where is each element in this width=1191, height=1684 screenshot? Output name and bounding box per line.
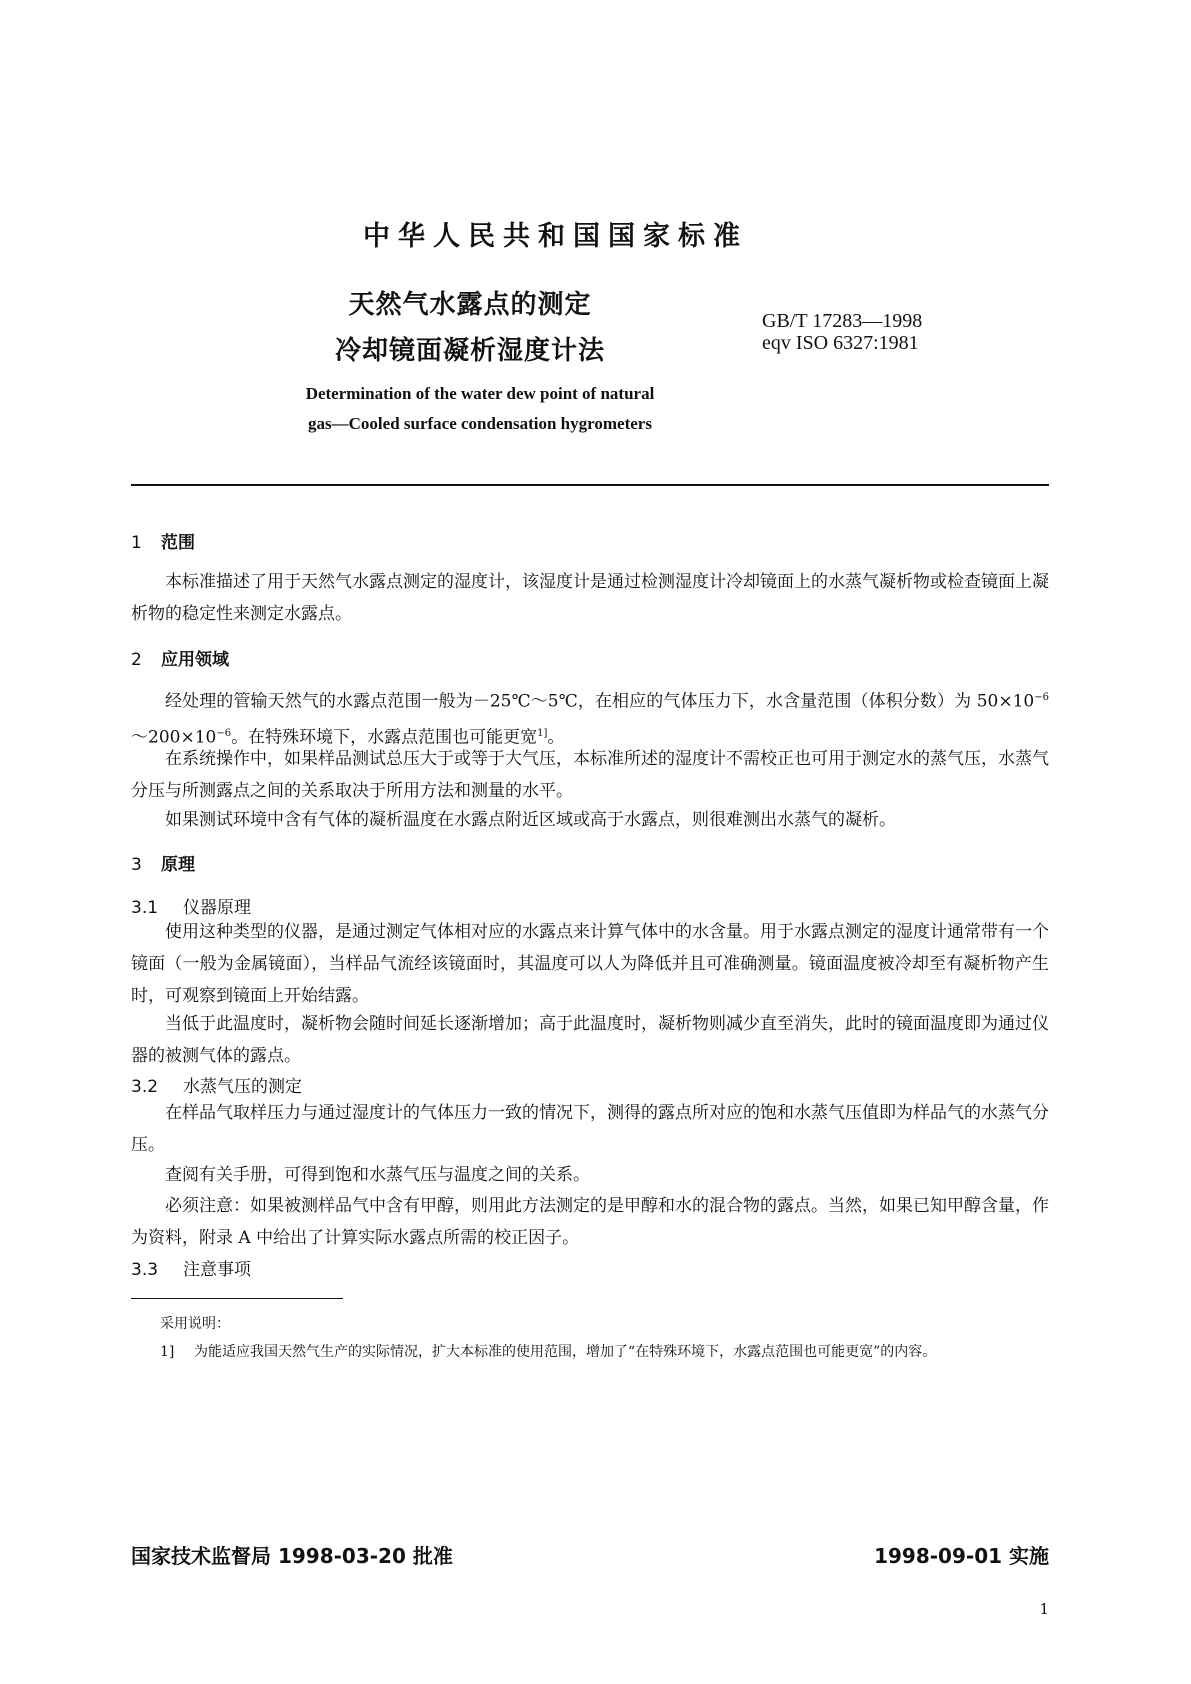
s2-p1-part-d: 。 bbox=[547, 727, 565, 748]
section-3-number: 3 bbox=[131, 855, 142, 875]
footnote-1-text: 为能适应我国天然气生产的实际情况，扩大本标准的使用范围，增加了“在特殊环境下，水露点范围也可能更宽”的内容。 bbox=[194, 1344, 937, 1360]
section-2-number: 2 bbox=[131, 650, 142, 670]
s2-p1-footnote-ref: 1] bbox=[537, 727, 548, 739]
section-3-1-paragraph-2: 当低于此温度时，凝析物会随时间延长逐渐增加；高于此温度时，凝析物则减少直至消失，此时的镜面温度即为通过仪器的被测气体的露点。 bbox=[131, 1014, 1049, 1066]
equivalent-standard: eqv ISO 6327:1981 bbox=[762, 332, 919, 354]
section-2-heading bbox=[131, 645, 229, 670]
footnote-1-number: 1] bbox=[160, 1344, 175, 1360]
section-2-title: 应用领域 bbox=[161, 650, 229, 670]
section-3-3-title: 注意事项 bbox=[183, 1260, 251, 1280]
section-2-paragraph-3: 如果测试环境中含有气体的凝析温度在水露点附近区域或高于水露点，则很难测出水蒸气的凝析。 bbox=[165, 810, 896, 830]
en-title-line2: gas—Cooled surface condensation hygrometers bbox=[308, 414, 652, 433]
header-rule bbox=[131, 484, 1049, 486]
section-3-1-heading bbox=[131, 893, 251, 918]
s2-p1-part-c: 。在特殊环境下，水露点范围也可能更宽 bbox=[231, 727, 538, 748]
footnote-1 bbox=[160, 1337, 1050, 1367]
en-title-line1: Determination of the water dew point of natural bbox=[305, 384, 655, 403]
section-3-2-paragraph-1: 在样品气取样压力与通过湿度计的气体压力一致的情况下，测得的露点所对应的饱和水蒸气压值即为样品气的水蒸气分压。 bbox=[131, 1103, 1049, 1155]
section-3-3-heading bbox=[131, 1255, 251, 1280]
footnote-rule bbox=[131, 1298, 343, 1299]
page-number: 1 bbox=[1039, 1600, 1049, 1618]
section-1-number: 1 bbox=[131, 533, 142, 553]
s2-p1-exponent-2: −6 bbox=[216, 727, 232, 739]
section-3-2-paragraph-3: 必须注意：如果被测样品气中含有甲醇，则用此方法测定的是甲醇和水的混合物的露点。当然，如果已知甲醇含量，作为资料，附录 A 中给出了计算实际水露点所需的校正因子。 bbox=[131, 1196, 1049, 1248]
section-3-2-title: 水蒸气压的测定 bbox=[183, 1077, 302, 1097]
section-3-heading bbox=[131, 850, 195, 875]
org-title: 中华人民共和国国家标准 bbox=[363, 221, 748, 252]
notes-label: 采用说明： bbox=[160, 1316, 230, 1332]
standard-number: GB/T 17283—1998 bbox=[762, 310, 923, 332]
section-3-1-title: 仪器原理 bbox=[183, 898, 251, 918]
cn-title-line1: 天然气水露点的测定 bbox=[348, 290, 592, 320]
section-1-paragraph: 本标准描述了用于天然气水露点测定的湿度计，该湿度计是通过检测湿度计冷却镜面上的水蒸气凝析物或检查镜面上凝析物的稳定性来测定水露点。 bbox=[131, 572, 1049, 624]
section-3-2-paragraph-2: 查阅有关手册，可得到饱和水蒸气压与温度之间的关系。 bbox=[165, 1165, 590, 1185]
cn-title-line2: 冷却镜面凝析湿度计法 bbox=[334, 336, 605, 366]
section-3-3-number: 3.3 bbox=[131, 1260, 159, 1280]
effective-date: 1998-09-01 实施 bbox=[874, 1544, 1049, 1568]
s2-p1-part-a: 经处理的管输天然气的水露点范围一般为－25℃～5℃，在相应的气体压力下，水含量范围（体积分数）为 50×10 bbox=[165, 691, 1035, 712]
section-3-1-paragraph-1: 使用这种类型的仪器，是通过测定气体相对应的水露点来计算气体中的水含量。用于水露点测定的湿度计通常带有一个镜面（一般为金属镜面），当样品气流经该镜面时，其温度可以人为降低并且可准确测量。镜面温度被冷却至有凝析物产生时，可观察到镜面上开始结露。 bbox=[131, 922, 1049, 1006]
section-1-title: 范围 bbox=[161, 533, 195, 553]
section-1-heading bbox=[131, 528, 195, 553]
approval-date: 国家技术监督局 1998-03-20 批准 bbox=[131, 1544, 453, 1568]
section-3-2-heading bbox=[131, 1072, 302, 1097]
s2-p1-part-b: ～200×10 bbox=[131, 727, 217, 748]
section-3-1-number: 3.1 bbox=[131, 898, 159, 918]
s2-p1-exponent-1: −6 bbox=[1034, 692, 1049, 703]
section-3-title: 原理 bbox=[161, 855, 195, 875]
section-3-2-number: 3.2 bbox=[131, 1077, 159, 1097]
section-2-paragraph-2: 在系统操作中，如果样品测试总压大于或等于大气压，本标准所述的湿度计不需校正也可用于测定水的蒸气压，水蒸气分压与所测露点之间的关系取决于所用方法和测量的水平。 bbox=[131, 749, 1049, 801]
